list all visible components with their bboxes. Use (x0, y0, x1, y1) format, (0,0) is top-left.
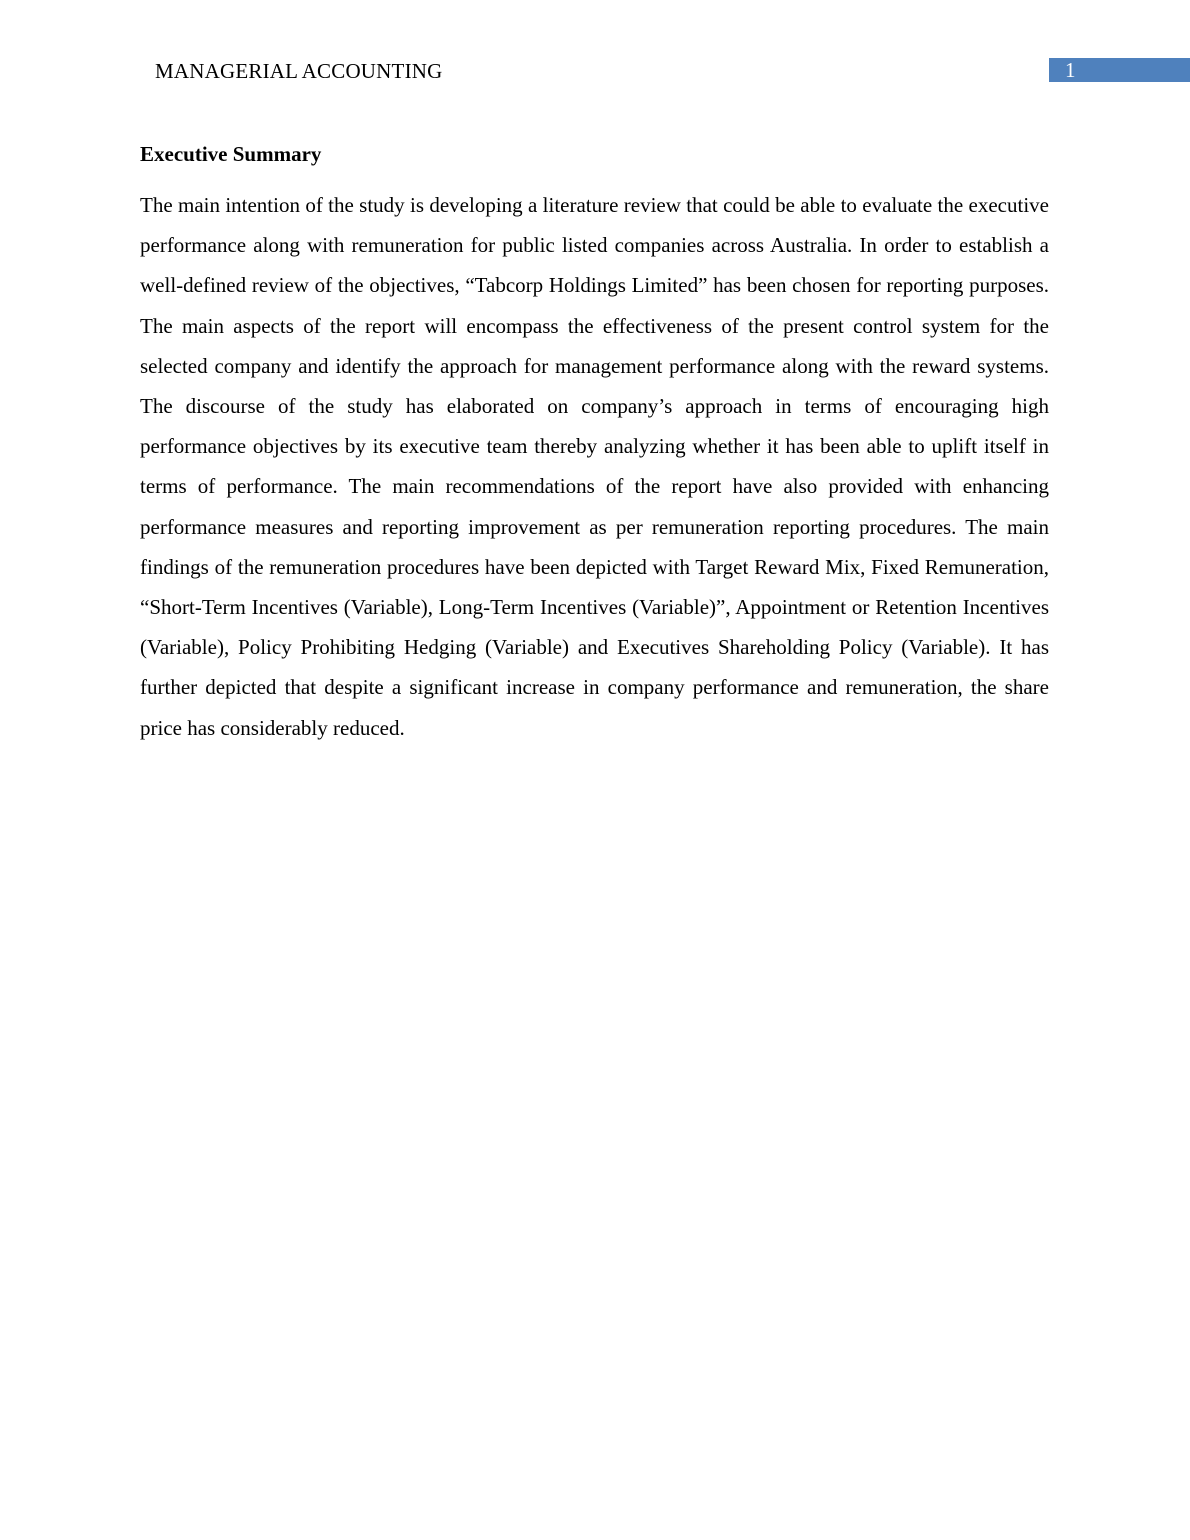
running-header-title: MANAGERIAL ACCOUNTING (155, 59, 443, 83)
body-paragraph: The main intention of the study is developing a literature review that could be able to evaluate the executive performance along with remuneration for public listed companies across Australia. In order to establish a well-defined review of the objectives, “Tabcorp Holdings Limited” has been chosen for reporting purposes. The main aspects of the report will encompass the effectiveness of the present control system for the selected company and identify the approach for management performance along with the reward systems. The discourse of the study has elaborated on company’s approach in terms of encouraging high performance objectives by its executive team thereby analyzing whether it has been able to uplift itself in terms of performance. The main recommendations of the report have also provided with enhancing performance measures and reporting improvement as per remuneration reporting procedures. The main findings of the remuneration procedures have been depicted with Target Reward Mix, Fixed Remuneration, “Short-Term Incentives (Variable), Long-Term Incentives (Variable)”, Appointment or Retention Incentives (Variable), Policy Prohibiting Hedging (Variable) and Executives Shareholding Policy (Variable). It has further depicted that despite a significant increase in company performance and remuneration, the share price has considerably reduced. (140, 193, 1049, 740)
section-heading: Executive Summary (140, 142, 322, 166)
page-number: 1 (1065, 58, 1076, 82)
page-number-badge (1049, 58, 1190, 82)
